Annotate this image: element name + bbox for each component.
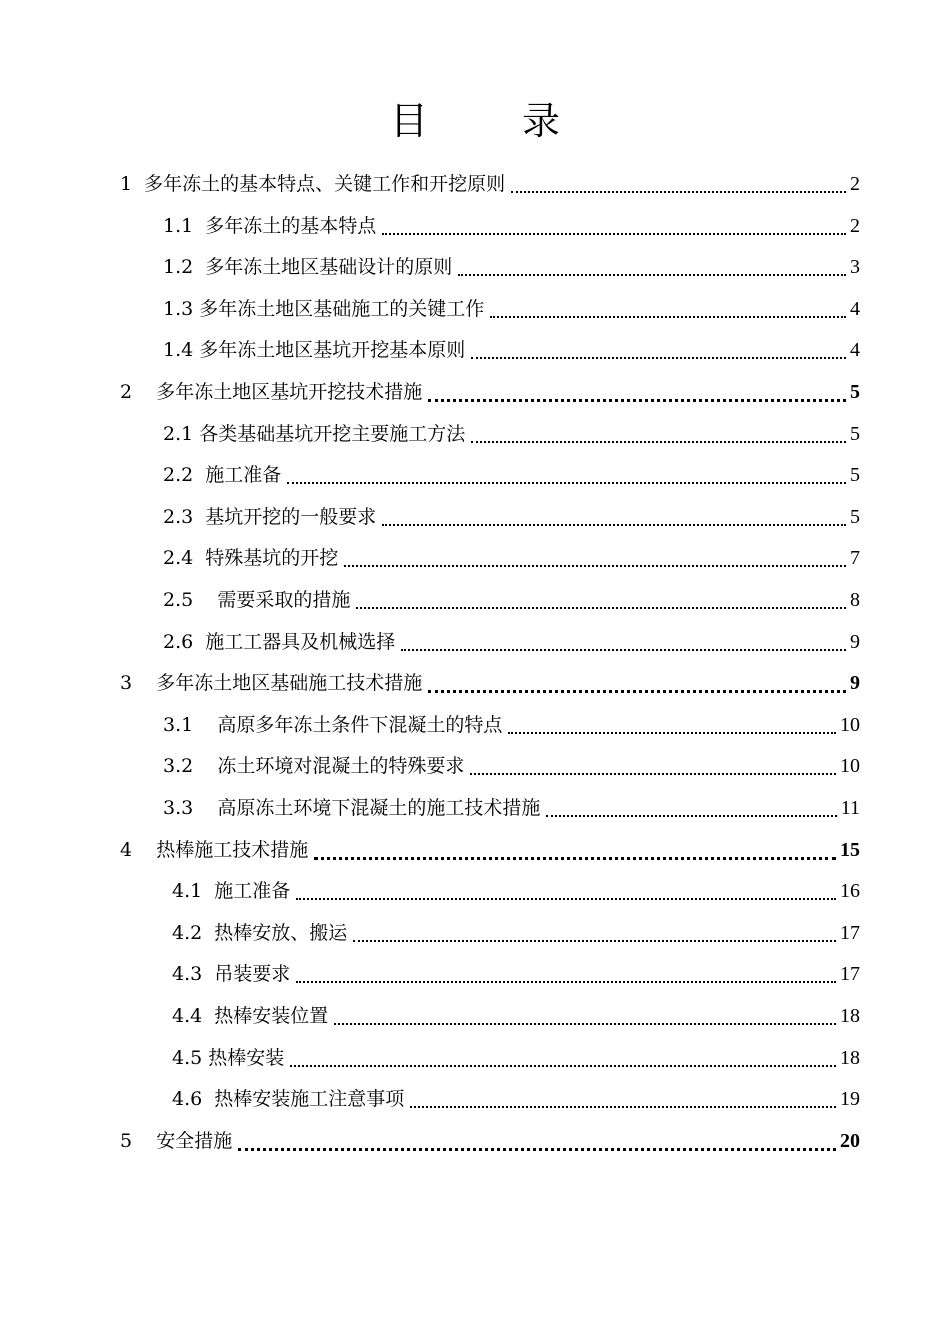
toc-entry[interactable] [163, 580, 860, 620]
toc-entry-page-number: 2 [850, 214, 860, 237]
toc-entry-page-number: 17 [840, 921, 860, 944]
page-title: 目 录 [389, 99, 588, 143]
toc-dot-leader [353, 913, 836, 953]
toc-entry-label: 2 多年冻土地区基坑开挖技术措施 [120, 381, 423, 403]
toc-entry[interactable] [172, 871, 860, 911]
toc-entry-label: 4.2 热棒安放、搬运 [172, 921, 348, 944]
toc-entry-label: 4.6 热棒安装施工注意事项 [172, 1088, 405, 1111]
toc-entry-page-number: 18 [840, 1005, 860, 1027]
toc-entry[interactable] [120, 663, 860, 703]
toc-entry-page-number: 5 [850, 422, 860, 445]
toc-entry-label: 4 热棒施工技术措施 [120, 838, 309, 861]
toc-entry[interactable] [163, 289, 860, 329]
toc-dot-leader [401, 622, 846, 662]
toc-entry-label: 3.2 冻土环境对混凝土的特殊要求 [163, 755, 465, 778]
toc-entry-page-number: 18 [840, 1046, 860, 1069]
toc-entry-label: 1 多年冻土的基本特点、关键工作和开挖原则 [120, 173, 506, 195]
toc-dot-leader [290, 1038, 836, 1078]
toc-dot-leader [314, 830, 836, 870]
toc-dot-leader [287, 455, 846, 495]
toc-dot-leader [428, 663, 846, 703]
toc-dot-leader [344, 538, 846, 578]
toc-dot-leader [428, 372, 846, 412]
toc-entry-page-number: 4 [850, 297, 860, 320]
toc-entry[interactable] [163, 330, 860, 370]
toc-entry[interactable] [163, 788, 860, 828]
toc-entry[interactable] [163, 206, 860, 246]
toc-entry[interactable] [120, 372, 860, 412]
toc-entry-page-number: 2 [850, 173, 860, 195]
toc-entry[interactable] [172, 1038, 860, 1078]
toc-entry-label: 2.3 基坑开挖的一般要求 [163, 505, 377, 528]
toc-entry-page-number: 8 [850, 589, 860, 611]
toc-entry-page-number: 4 [850, 339, 860, 362]
toc-entry[interactable] [163, 538, 860, 578]
toc-entry[interactable] [172, 996, 860, 1036]
toc-dot-leader [334, 996, 836, 1036]
toc-entry-page-number: 10 [840, 755, 860, 778]
toc-entry[interactable] [120, 830, 860, 870]
toc-entry-page-number: 15 [840, 838, 860, 861]
toc-dot-leader [508, 705, 836, 745]
toc-entry-page-number: 10 [840, 713, 860, 736]
toc-entry-page-number: 7 [850, 547, 860, 570]
toc-entry-label: 4.4 热棒安装位置 [172, 1005, 329, 1027]
toc-entry[interactable] [172, 1079, 860, 1119]
toc-entry-label: 4.3 吊装要求 [172, 963, 291, 986]
toc-entry-page-number: 16 [840, 880, 860, 903]
toc-entry-page-number: 5 [850, 505, 860, 528]
toc-entry-label: 2.5 需要采取的措施 [163, 589, 351, 611]
toc-entry-page-number: 19 [840, 1088, 860, 1111]
toc-entry[interactable] [163, 705, 860, 745]
toc-entry[interactable] [120, 164, 860, 204]
toc-dot-leader [511, 164, 846, 204]
toc-entry-page-number: 3 [850, 256, 860, 279]
toc-entry[interactable] [163, 455, 860, 495]
toc-entry[interactable] [163, 622, 860, 662]
toc-entry[interactable] [163, 746, 860, 786]
toc-entry-label: 2.4 特殊基坑的开挖 [163, 547, 339, 570]
toc-entry-label: 1.1 多年冻土的基本特点 [163, 214, 377, 237]
toc-entry-label: 1.3 多年冻土地区基础施工的关键工作 [163, 297, 485, 320]
toc-entry[interactable] [163, 497, 860, 537]
toc-entry[interactable] [172, 954, 860, 994]
toc-entry-label: 1.4 多年冻土地区基坑开挖基本原则 [163, 339, 466, 362]
toc-entry-label: 2.2 施工准备 [163, 464, 282, 487]
toc-entry-label: 5 安全措施 [120, 1129, 233, 1152]
toc-entry-label: 1.2 多年冻土地区基础设计的原则 [163, 256, 453, 279]
toc-entry-label: 4.1 施工准备 [172, 880, 291, 903]
toc-dot-leader [296, 871, 836, 911]
toc-entry[interactable] [120, 1121, 860, 1161]
toc-dot-leader [546, 788, 836, 828]
toc-entry-page-number: 9 [850, 672, 860, 695]
toc-entry-label: 3.1 高原多年冻土条件下混凝土的特点 [163, 713, 503, 736]
toc-dot-leader [471, 330, 846, 370]
toc-dot-leader [356, 580, 846, 620]
toc-entry-label: 3 多年冻土地区基础施工技术措施 [120, 672, 423, 695]
toc-dot-leader [471, 414, 846, 454]
toc-entry-page-number: 11 [840, 797, 860, 819]
toc-entry[interactable] [163, 414, 860, 454]
toc-dot-leader [382, 206, 846, 246]
toc-entry-label: 4.5 热棒安装 [172, 1046, 285, 1069]
toc-dot-leader [382, 497, 846, 537]
toc-entry-page-number: 5 [850, 464, 860, 487]
toc-entry-page-number: 20 [840, 1129, 860, 1152]
toc-dot-leader [470, 746, 836, 786]
toc-entry-page-number: 9 [850, 630, 860, 653]
toc-entry-page-number: 17 [840, 963, 860, 986]
toc-entry-page-number: 5 [850, 381, 860, 403]
toc-dot-leader [410, 1079, 836, 1119]
toc-entry-label: 2.1 各类基础基坑开挖主要施工方法 [163, 422, 466, 445]
toc-dot-leader [490, 289, 846, 329]
toc-entry-label: 2.6 施工工器具及机械选择 [163, 630, 396, 653]
toc-dot-leader [296, 954, 836, 994]
toc-entry[interactable] [172, 913, 860, 953]
toc-dot-leader [458, 247, 846, 287]
toc-dot-leader [238, 1121, 836, 1161]
toc-entry-label: 3.3 高原冻土环境下混凝土的施工技术措施 [163, 797, 541, 819]
toc-entry[interactable] [163, 247, 860, 287]
